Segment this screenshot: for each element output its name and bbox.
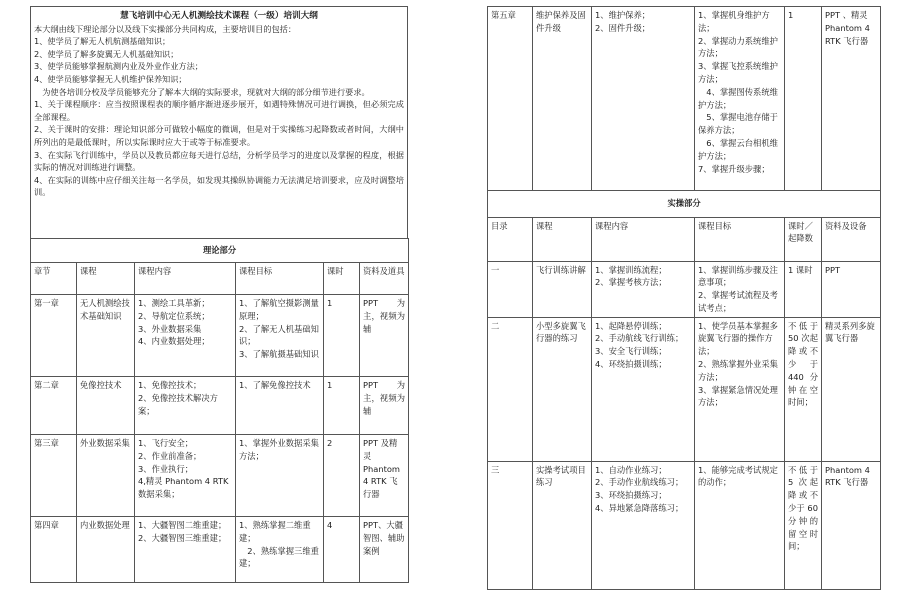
table-header: 课程目标 <box>695 217 785 261</box>
course-cell: 外业数据采集 <box>77 435 135 517</box>
left-page <box>30 6 408 584</box>
intro-paragraph: 1、关于课程顺序：应当按照课程表的顺序循序渐进逐步展开，如遇特殊情况可进行调换，但必须完成全部课程。 <box>34 99 404 122</box>
table-header: 资料及设备 <box>822 217 881 261</box>
materials-cell: PPT 、精灵 Phantom 4 RTK 飞行器 <box>822 7 881 191</box>
hours-cell: 不低于 50 次起降或不少于 440 分钟在空时间； <box>785 317 822 461</box>
goal-cell: 1、熟练掌握二维重建； 2、熟练掌握三维重建； <box>236 517 324 583</box>
chapter-cell: 第一章 <box>31 295 77 377</box>
materials-cell: PPT <box>822 261 881 317</box>
table-header: 资料及道具 <box>360 263 409 295</box>
materials-cell: PPT、大疆智图、辅助案例 <box>360 517 409 583</box>
table-row <box>488 7 881 191</box>
course-cell: 维护保养及固件升级 <box>533 7 592 191</box>
content-cell: 1、免像控技术； 2、免像控技术解决方案； <box>135 377 236 435</box>
table-header: 课程目标 <box>236 263 324 295</box>
materials-cell: PPT 为主，视频为辅 <box>360 295 409 377</box>
course-cell: 小型多旋翼飞行器的练习 <box>533 317 592 461</box>
goal-cell: 1、掌握训练步骤及注意事项； 2、掌握考试流程及考试考点； <box>695 261 785 317</box>
hours-cell: 不低于 5 次起降或不少于 60 分钟的留空时间； <box>785 461 822 589</box>
table-header: 课程 <box>77 263 135 295</box>
intro-paragraph: 4、使学员能够掌握无人机维护保养知识； <box>34 73 187 84</box>
hours-cell: 1 <box>324 377 360 435</box>
content-cell: 1、飞行安全； 2、作业前准备； 3、作业执行； 4,精灵 Phantom 4 RTK 数据采集； <box>135 435 236 517</box>
theory-table <box>30 238 409 583</box>
materials-cell: PPT 及精灵 Phantom 4 RTK 飞行器 <box>360 435 409 517</box>
table-row <box>488 261 881 317</box>
goal-cell: 1、掌握外业数据采集方法； <box>236 435 324 517</box>
chapter5-table <box>487 6 881 191</box>
table-row <box>31 377 409 435</box>
content-cell: 1、测绘工具革新； 2、导航定位系统； 3、外业数据采集 4、内业数据处理； <box>135 295 236 377</box>
hours-cell: 2 <box>324 435 360 517</box>
index-cell: 一 <box>488 261 533 317</box>
content-cell: 1、起降悬停训练； 2、手动航线飞行训练； 3、安全飞行训练； 4、环绕拍摄训练； <box>592 317 695 461</box>
table-row <box>488 461 881 589</box>
intro-paragraph: 1、使学员了解无人机航测基础知识； <box>34 36 171 47</box>
goal-cell: 1、了解免像控技术 <box>236 377 324 435</box>
document-title: 慧飞培训中心无人机测绘技术课程（一级）培训大纲 <box>120 11 318 21</box>
right-page <box>487 6 880 588</box>
intro-paragraph: 4、在实际的训练中应仔细关注每一名学员，如发现其操纵协调能力无法满足培训要求，应及时调整培训。 <box>34 174 404 198</box>
chapter-cell: 第五章 <box>488 7 533 191</box>
theory-section-title: 理论部分 <box>31 239 409 263</box>
hours-cell: 1 <box>324 295 360 377</box>
table-header: 课程 <box>533 217 592 261</box>
table-header: 目录 <box>488 217 533 261</box>
intro-paragraph: 为使各培训分校及学员能够充分了解本大纲的实际要求，现就对大纲的部分细节进行要求。 <box>34 86 370 97</box>
table-row <box>31 517 409 583</box>
table-header: 课程内容 <box>135 263 236 295</box>
materials-cell: Phantom 4 RTK 飞行器 <box>822 461 881 589</box>
content-cell: 1、维护保养； 2、固件升级； <box>592 7 695 191</box>
practice-section-title: 实操部分 <box>488 191 881 217</box>
intro-paragraph: 3、在实际飞行训练中，学员以及教员都应每天进行总结，分析学员学习的进度以及掌握的程度，根据实际的情况对训练进行调整。 <box>34 149 404 173</box>
table-header: 课时 <box>324 263 360 295</box>
course-cell: 飞行训练讲解 <box>533 261 592 317</box>
table-row <box>488 317 881 461</box>
goal-cell: 1、能够完成考试规定的动作； <box>695 461 785 589</box>
index-cell: 二 <box>488 317 533 461</box>
content-cell: 1、大疆智图二维重建； 2、大疆智图三维重建； <box>135 517 236 583</box>
table-row <box>31 435 409 517</box>
hours-cell: 1 <box>785 7 822 191</box>
content-cell: 1、自动作业练习； 2、手动作业航线练习； 3、环绕拍摄练习； 4、异地紧急降落练习； <box>592 461 695 589</box>
table-row <box>31 295 409 377</box>
chapter-cell: 第二章 <box>31 377 77 435</box>
hours-cell: 1 课时 <box>785 261 822 317</box>
index-cell: 三 <box>488 461 533 589</box>
intro-paragraph: 3、使学员能够掌握航测内业及外业作业方法； <box>34 61 203 72</box>
chapter-cell: 第三章 <box>31 435 77 517</box>
course-cell: 内业数据处理 <box>77 517 135 583</box>
intro-paragraph: 2、关于课时的安排：理论知识部分可做较小幅度的微调，但是对于实操练习起降数或者时间，大纲中所列出的是最低课时，所以实际课时应大于或等于标准要求。 <box>34 124 404 147</box>
course-cell: 实操考试项目练习 <box>533 461 592 589</box>
intro-block <box>30 6 408 238</box>
course-cell: 无人机测绘技术基础知识 <box>77 295 135 377</box>
practice-table <box>487 191 881 590</box>
goal-cell: 1、了解航空摄影测量原理； 2、了解无人机基础知识； 3、了解航摄基础知识 <box>236 295 324 377</box>
table-header: 课时／起降数 <box>785 217 822 261</box>
materials-cell: 精灵系列多旋翼飞行器 <box>822 317 881 461</box>
goal-cell: 1、使学员基本掌握多旋翼飞行器的操作方法； 2、熟练掌握外业采集方法； 3、掌握紧急情况处理方法； <box>695 317 785 461</box>
goal-cell: 1、掌握机身维护方法； 2、掌握动力系统维护方法； 3、掌握飞控系统维护方法； 4、掌握图传系统维护方法； 5、掌握电池存储于保养方法； 6、掌握云台相机维护方法； 7、掌握升级步骤； <box>695 7 785 191</box>
chapter-cell: 第四章 <box>31 517 77 583</box>
table-header: 章节 <box>31 263 77 295</box>
hours-cell: 4 <box>324 517 360 583</box>
intro-paragraph: 本大纲由线下理论部分以及线下实操部分共同构成，主要培训目的包括： <box>34 23 297 34</box>
content-cell: 1、掌握训练流程； 2、掌握考核方法； <box>592 261 695 317</box>
table-header: 课程内容 <box>592 217 695 261</box>
intro-paragraph: 2、使学员了解多旋翼无人机基础知识； <box>34 48 179 59</box>
materials-cell: PPT 为主，视频为辅 <box>360 377 409 435</box>
course-cell: 免像控技术 <box>77 377 135 435</box>
